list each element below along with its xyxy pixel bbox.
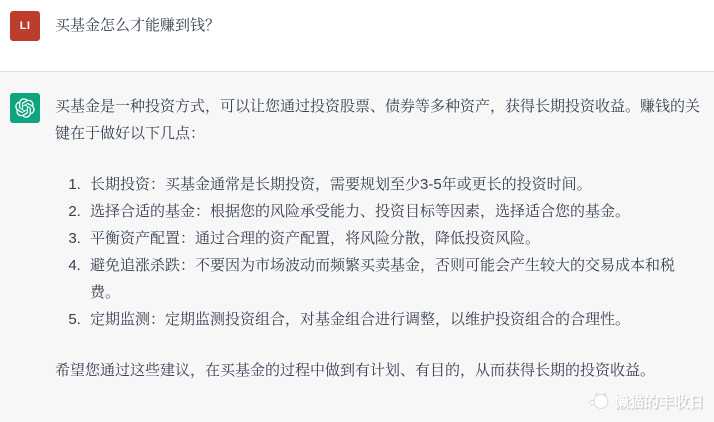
list-item: 1. 长期投资：买基金通常是长期投资，需要规划至少3-5年或更长的投资时间。 (85, 171, 700, 198)
list-item: 4. 避免追涨杀跌：不要因为市场波动而频繁买卖基金，否则可能会产生较大的交易成本和税费。 (85, 252, 700, 306)
advice-list (55, 171, 700, 333)
assistant-message-row (0, 71, 714, 422)
watermark-text: 懒猫的丰收日 (613, 393, 704, 411)
assistant-intro-paragraph: 买基金是一种投资方式，可以让您通过投资股票、债券等多种资产，获得长期投资收益。赚钱的关键在于做好以下几点： (55, 98, 701, 142)
list-item: 3. 平衡资产配置：通过合理的资产配置，将风险分散，降低投资风险。 (85, 225, 700, 252)
list-item: 2. 选择合适的基金：根据您的风险承受能力、投资目标等因素，选择适合您的基金。 (85, 198, 700, 225)
user-message-row (0, 0, 714, 71)
user-avatar: LI (10, 11, 40, 41)
chatgpt-avatar (10, 93, 40, 123)
openai-logo-icon (15, 98, 35, 118)
assistant-outro-paragraph: 希望您通过这些建议，在买基金的过程中做到有计划、有目的，从而获得长期的投资收益。 (55, 362, 656, 379)
list-item: 5. 定期监测：定期监测投资组合，对基金组合进行调整，以维护投资组合的合理性。 (85, 306, 700, 333)
user-message-text: 买基金怎么才能赚到钱？ (55, 17, 221, 34)
assistant-message-content (55, 93, 700, 384)
